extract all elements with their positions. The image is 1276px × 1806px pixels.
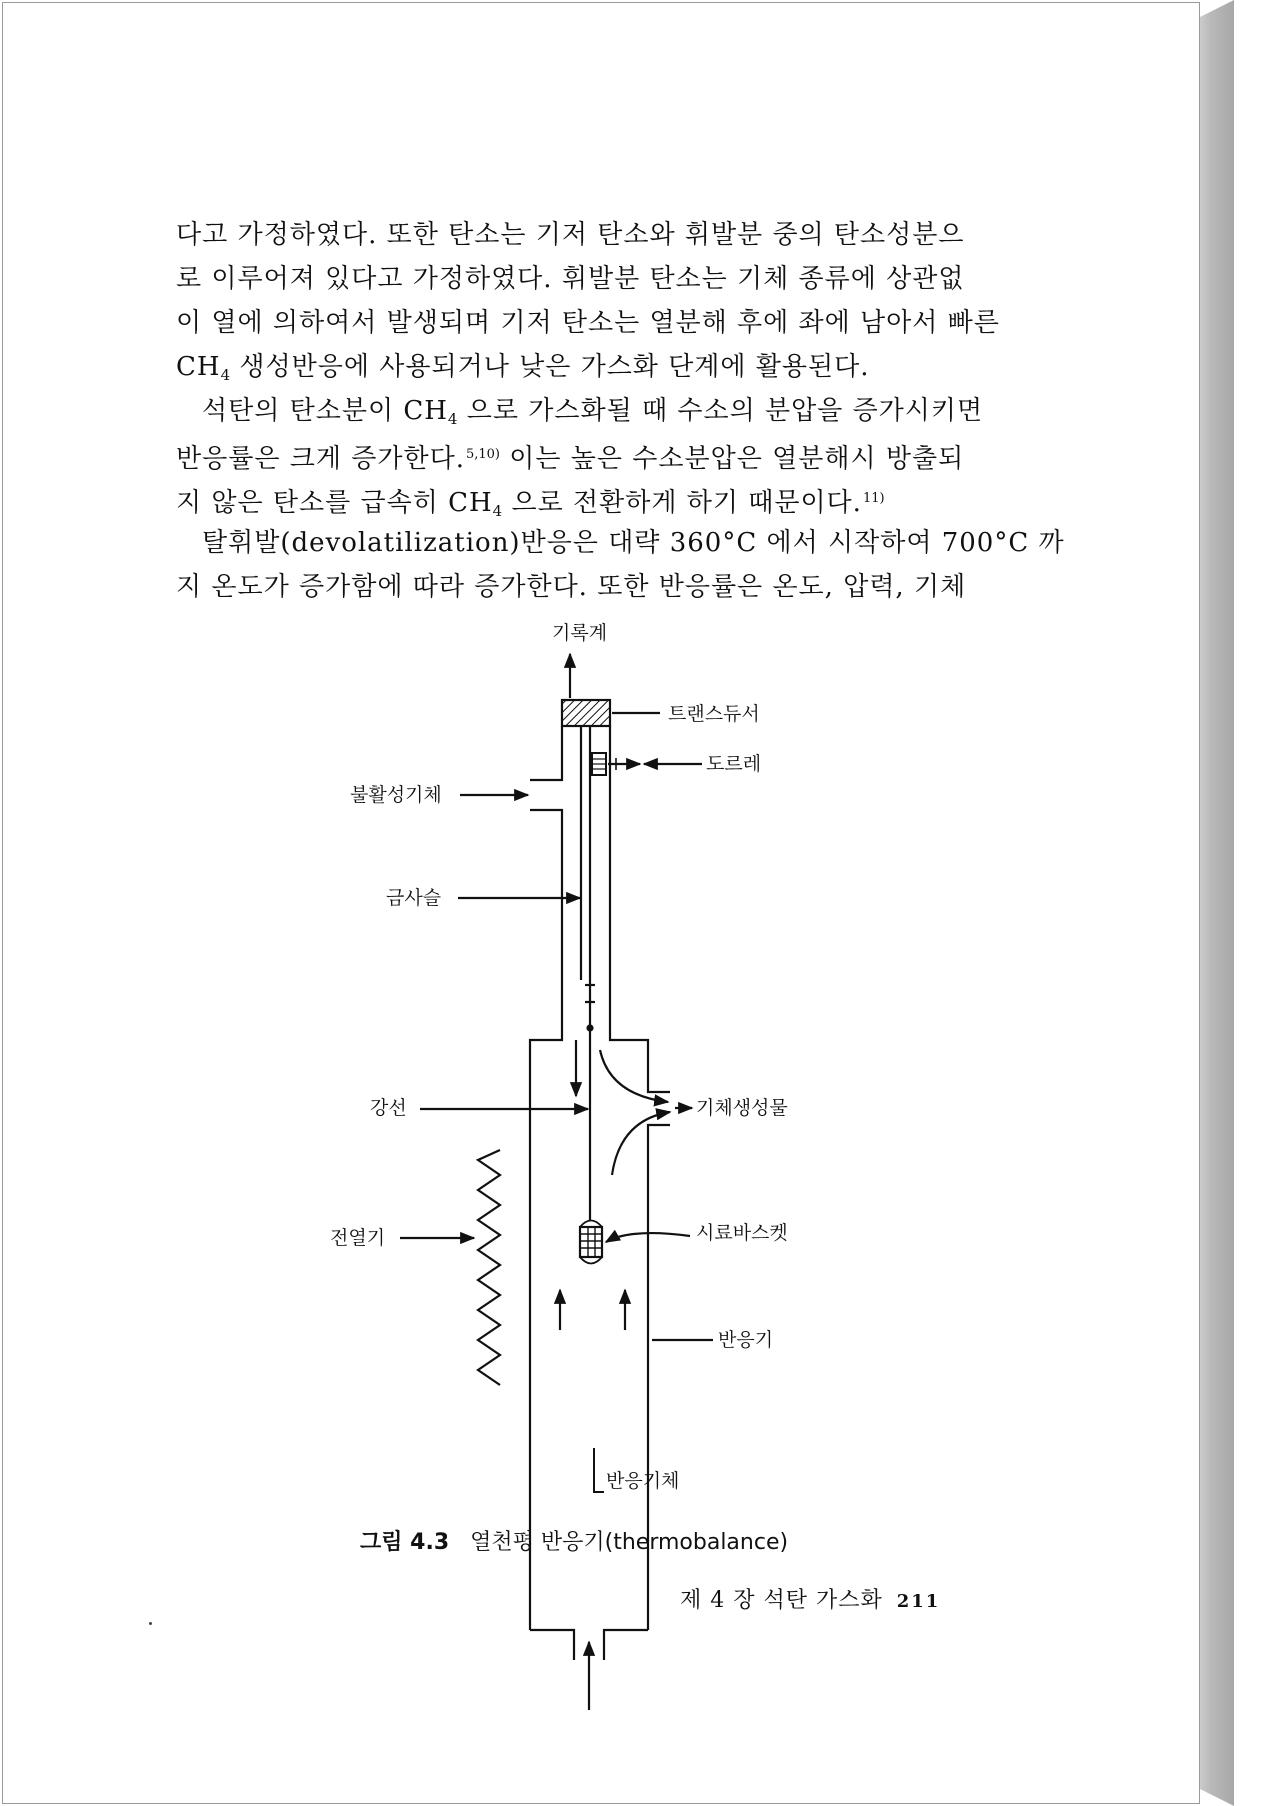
page-number: 211 [896,1591,941,1612]
text-fragment: 반응률은 크게 증가한다. [176,444,465,474]
text-fragment: 석탄의 탄소분이 CH [202,396,448,426]
label-reactant-gas: 반응기체 [606,1470,680,1492]
label-gas-products: 기체생성물 [696,1097,788,1119]
caption-title: 열천평 반응기(thermobalance) [470,1530,789,1555]
caption-number: 그림 4.3 [360,1530,450,1555]
label-inert-gas: 불활성기체 [350,784,442,806]
text-line: 다고 가정하였다. 또한 탄소는 기저 탄소와 휘발분 중의 탄소성분으 [176,220,965,250]
text-fragment: 으로 전환하게 하기 때문이다. [502,488,862,518]
citation: 5,10) [465,447,500,462]
citation: 11) [862,491,885,506]
label-recorder: 기록계 [552,622,608,644]
text-line: 탈휘발(devolatilization)반응은 대략 360°C 에서 시작하여 700°C 까 [202,528,1065,558]
text-fragment: 생성반응에 사용되거나 낮은 가스화 단계에 활용된다. [230,352,870,382]
text-fragment: 으로 가스화될 때 수소의 분압을 증가시키면 [457,396,984,426]
text-fragment: 지 않은 탄소를 급속히 CH [176,488,493,518]
subscript: 4 [492,502,503,520]
label-sample-basket: 시료바스켓 [696,1222,788,1244]
scan-speck [149,1622,152,1625]
label-pulley: 도르레 [706,753,762,775]
label-transducer: 트랜스듀서 [668,703,760,725]
text-line: 지 온도가 증가함에 따라 증가한다. 또한 반응률은 온도, 압력, 기체 [176,572,967,602]
label-heater: 전열기 [330,1227,386,1249]
text-fragment: 이는 높은 수소분압은 열분해시 방출되 [500,444,965,474]
text-fragment: CH [176,352,221,382]
label-gold-wire: 금사슬 [386,887,442,909]
running-head: 제 4 장 석탄 가스화 [680,1588,883,1613]
text-line: 로 이루어져 있다고 가정하였다. 휘발분 탄소는 기체 종류에 상관없 [176,264,965,294]
text-line: 이 열에 의하여서 발생되며 기저 탄소는 열분해 후에 좌에 남아서 빠른 [176,308,1000,338]
page-footer [680,1583,940,1614]
label-steel-wire: 강선 [370,1097,407,1119]
figure-caption [360,1525,788,1556]
subscript: 4 [447,410,458,428]
label-reactor: 반응기 [718,1329,774,1351]
subscript: 4 [220,366,231,384]
